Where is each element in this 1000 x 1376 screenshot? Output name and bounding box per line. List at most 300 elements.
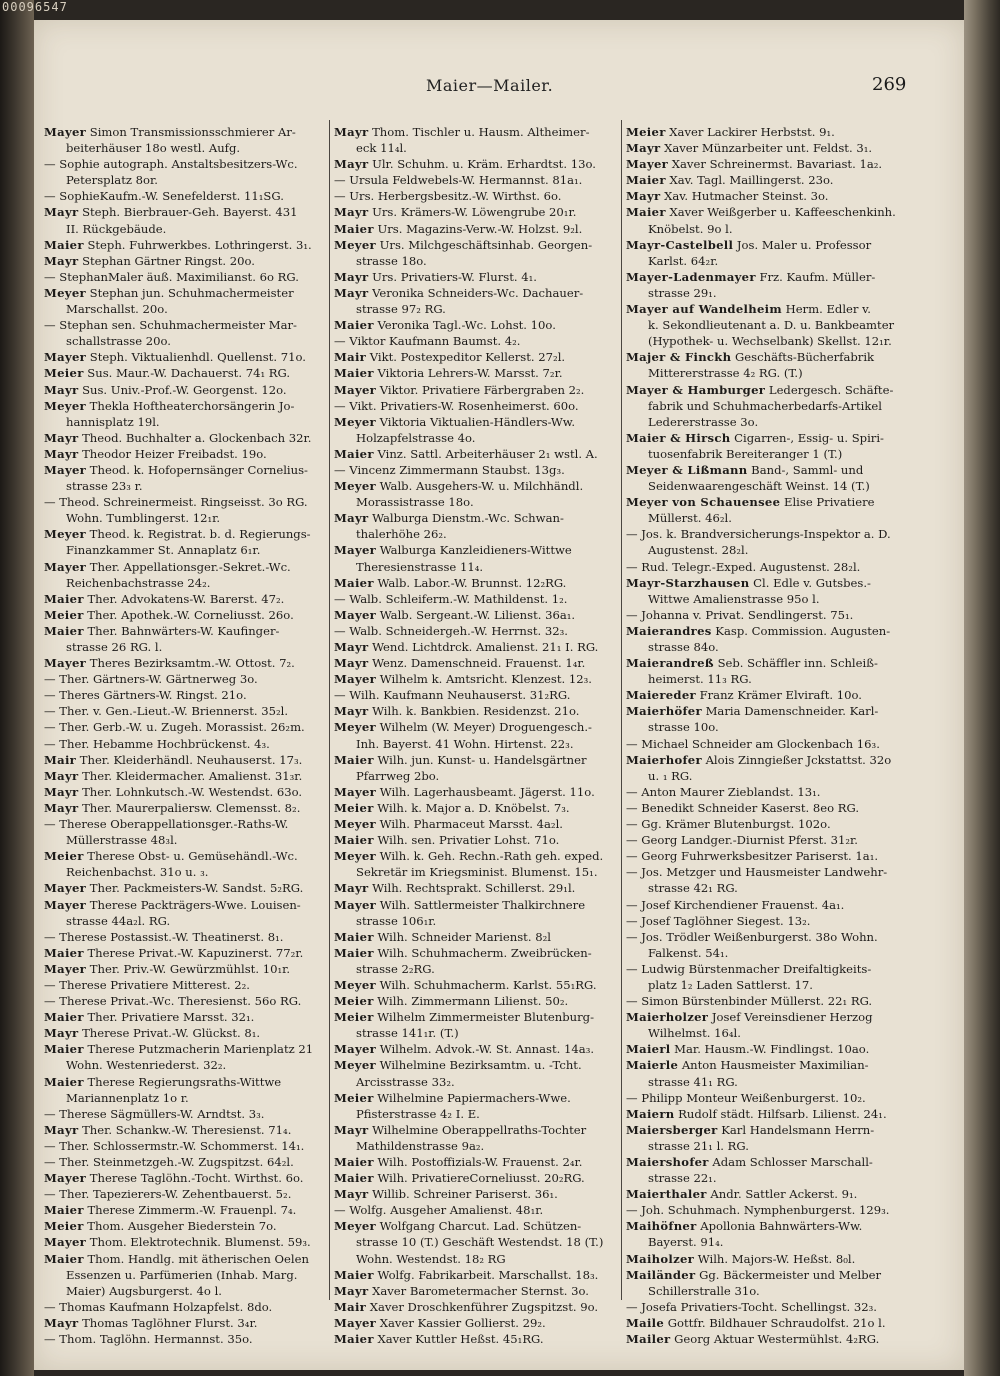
surname: Mayr xyxy=(44,768,79,783)
directory-entry xyxy=(334,204,610,220)
entry-text: Wohn. Tumblingerst. 12₁r. xyxy=(66,511,221,526)
directory-entry xyxy=(334,607,610,623)
surname: Meier xyxy=(44,849,84,864)
entry-text: Wilhelm. Advok.-W. St. Annast. 14a₃. xyxy=(379,1042,595,1057)
directory-line xyxy=(44,832,320,848)
surname: Maierholzer xyxy=(626,1010,709,1025)
entry-text: Willib. Schreiner Pariserst. 36₁. xyxy=(372,1187,558,1202)
surname: Meyer xyxy=(334,720,376,735)
entry-text: Ther. Maurerpaliersw. Clemensst. 8₂. xyxy=(82,800,301,815)
entry-text: Ther. Hebamme Hochbrückenst. 4₃. xyxy=(59,736,270,751)
surname: Mayr xyxy=(44,430,79,445)
directory-entry xyxy=(44,848,320,864)
entry-text: Sus. Maur.-W. Dachauerst. 74₁ RG. xyxy=(87,366,291,381)
column-1 xyxy=(44,124,320,1347)
directory-entry xyxy=(44,1122,320,1138)
directory-line xyxy=(44,414,320,430)
entry-text: Michael Schneider am Glockenbach 16₃. xyxy=(641,736,880,751)
directory-entry xyxy=(44,462,320,478)
directory-entry xyxy=(334,655,610,671)
entry-text: Viktor Kaufmann Baumst. 4₂. xyxy=(349,334,521,349)
surname: Maier xyxy=(44,1203,84,1218)
entry-text: Reichenbachstrasse 24₂. xyxy=(66,575,211,590)
entry-text: Ther. Bahnwärters-W. Kaufinger- xyxy=(87,623,280,638)
surname: Maier xyxy=(334,833,374,848)
directory-entry xyxy=(334,349,610,365)
surname: Meier xyxy=(626,125,666,139)
surname: Meier xyxy=(334,800,374,815)
directory-entry xyxy=(334,1299,610,1315)
entry-text: strasse 141₁r. (T.) xyxy=(356,1026,459,1041)
surname: Mayer xyxy=(334,672,377,687)
entry-text: Philipp Monteur Weißenburgerst. 10₂. xyxy=(641,1090,866,1105)
entry-text: Reichenbachst. 31o u. ₃. xyxy=(66,865,209,880)
directory-line xyxy=(44,1267,320,1283)
entry-text: Müllerstrasse 48₃l. xyxy=(66,833,178,848)
surname: Maierandreß xyxy=(626,656,714,671)
directory-line xyxy=(626,880,902,896)
entry-text: Rud. Telegr.-Exped. Augustenst. 28₂l. xyxy=(641,559,861,574)
entry-text: Therese Privat.-Wc. Theresienst. 56o RG. xyxy=(59,994,302,1009)
entry-text: Cl. Edle v. Gutsbes.- xyxy=(753,575,871,590)
directory-line xyxy=(626,317,902,333)
entry-text: Georg Fuhrwerksbesitzer Pariserst. 1a₁. xyxy=(641,849,879,864)
entry-text: Wilh. Zimmermann Lilienst. 50₂. xyxy=(377,994,569,1009)
directory-line xyxy=(626,864,902,880)
surname: Mayr xyxy=(626,141,661,156)
entry-text: hannisplatz 19l. xyxy=(66,414,160,429)
entry-text: Gg. Bäckermeister und Melber xyxy=(699,1267,882,1282)
directory-line xyxy=(626,639,902,655)
directory-entry xyxy=(626,494,902,510)
directory-line xyxy=(334,140,610,156)
directory-entry xyxy=(44,1009,320,1025)
entry-text: Maria Damenschneider. Karl- xyxy=(705,704,879,719)
directory-entry xyxy=(626,1331,902,1347)
entry-text: Wilhelm (W. Meyer) Droguengesch.- xyxy=(379,720,592,735)
entry-text: Ther. Schlossermstr.-W. Schommerst. 14₁. xyxy=(59,1138,305,1153)
surname: Mayr xyxy=(334,285,369,300)
surname: Maier xyxy=(44,945,84,960)
directory-entry xyxy=(44,880,320,896)
entry-text: Wohn. Westenriederst. 32₂. xyxy=(66,1058,227,1073)
directory-line xyxy=(626,1299,902,1315)
surname: Maierle xyxy=(626,1058,679,1073)
entry-text: Mathildenstrasse 9a₂. xyxy=(356,1138,485,1153)
directory-entry xyxy=(626,237,902,253)
entry-text: Xav. Hutmacher Steinst. 3o. xyxy=(664,189,829,204)
entry-text: Rudolf städt. Hilfsarb. Lilienst. 24₁. xyxy=(678,1106,887,1121)
surname: Meyer xyxy=(334,479,376,494)
entry-text: Josefa Privatiers-Tocht. Schellingst. 32₃. xyxy=(641,1299,877,1314)
directory-line xyxy=(44,1283,320,1299)
entry-text: Thom. Ausgeher Biederstein 7o. xyxy=(87,1219,277,1234)
directory-line xyxy=(334,253,610,269)
directory-line xyxy=(44,510,320,526)
entry-text: Elise Privatiere xyxy=(783,495,875,510)
surname: Mayr xyxy=(44,253,79,268)
entry-text: Steph. Bierbrauer-Geh. Bayerst. 431 xyxy=(82,205,298,220)
entry-text: Xav. Tagl. Maillingerst. 23o. xyxy=(669,173,834,188)
entry-text: Wolfg. Fabrikarbeit. Marschallst. 18₃. xyxy=(377,1267,599,1282)
entry-text: Xaver Kassier Gollierst. 29₂. xyxy=(379,1315,546,1330)
surname: Maier xyxy=(44,237,84,252)
surname: Mair xyxy=(334,1299,367,1314)
directory-entry xyxy=(334,124,610,140)
directory-line xyxy=(626,414,902,430)
surname: Maiershofer xyxy=(626,1155,709,1169)
directory-line xyxy=(626,671,902,687)
surname: Maier xyxy=(44,1074,84,1089)
column-3 xyxy=(626,124,902,1347)
entry-text: II. Rückgebäude. xyxy=(66,221,167,236)
directory-line xyxy=(626,913,902,929)
column-2 xyxy=(334,124,610,1347)
directory-line xyxy=(334,913,610,929)
surname: Mayer-Ladenmayer xyxy=(626,269,756,284)
entry-text: Theod. Schreinermeist. Ringseisst. 3o RG. xyxy=(59,495,308,510)
directory-page xyxy=(34,20,964,1370)
directory-line xyxy=(44,913,320,929)
directory-line xyxy=(626,398,902,414)
directory-entry xyxy=(334,1041,610,1057)
surname: Mayr xyxy=(626,189,661,204)
entry-text: Apollonia Bahnwärters-Ww. xyxy=(700,1219,863,1234)
entry-text: heimerst. 11₃ RG. xyxy=(648,672,752,687)
directory-line xyxy=(334,301,610,317)
directory-line xyxy=(44,1106,320,1122)
surname: Meier xyxy=(334,1090,374,1105)
directory-entry xyxy=(626,623,902,639)
entry-text: Ther. Lohnkutsch.-W. Westendst. 63o. xyxy=(82,784,303,799)
entry-text: Wilh. Schneider Marienst. 8₂l xyxy=(377,929,551,944)
directory-entry xyxy=(626,462,902,478)
entry-text: Gg. Krämer Blutenburgst. 102o. xyxy=(641,817,831,832)
entry-text: Petersplatz 8or. xyxy=(66,173,158,188)
directory-entry xyxy=(334,1283,610,1299)
surname: Mayer xyxy=(334,784,377,799)
directory-entry xyxy=(626,1186,902,1202)
directory-entry xyxy=(626,124,902,140)
entry-text: Therese Taglöhn.-Tocht. Wirthst. 6o. xyxy=(89,1171,304,1186)
entry-text: Viktoria Lehrers-W. Marsst. 7₂r. xyxy=(377,366,563,381)
directory-entry xyxy=(44,784,320,800)
directory-entry xyxy=(44,591,320,607)
directory-entry xyxy=(44,768,320,784)
entry-text: Therese Privatiere Mitterest. 2₂. xyxy=(59,977,250,992)
entry-text: Frz. Kaufm. Müller- xyxy=(759,269,876,284)
entry-text: strasse 23₃ r. xyxy=(66,479,143,494)
directory-entry xyxy=(334,1218,610,1234)
directory-line xyxy=(626,1170,902,1186)
directory-entry xyxy=(626,382,902,398)
directory-line xyxy=(334,430,610,446)
directory-line xyxy=(334,591,610,607)
directory-line xyxy=(334,623,610,639)
surname: Mayr xyxy=(44,800,79,815)
directory-line xyxy=(626,1074,902,1090)
surname: Mayr xyxy=(334,125,369,139)
directory-line xyxy=(44,140,320,156)
directory-line xyxy=(44,1331,320,1347)
entry-text: Walb. Labor.-W. Brunnst. 12₂RG. xyxy=(377,575,567,590)
directory-entry xyxy=(334,1267,610,1283)
directory-line xyxy=(334,864,610,880)
directory-line xyxy=(334,768,610,784)
entry-text: Urs. Magazins-Verw.-W. Holzst. 9₂l. xyxy=(377,221,583,236)
directory-entry xyxy=(626,752,902,768)
entry-text: Falkenst. 54₁. xyxy=(648,945,729,960)
entry-text: Ther. Priv.-W. Gewürzmühlst. 10₁r. xyxy=(89,961,291,976)
entry-text: Mittererstrasse 4₂ RG. (T.) xyxy=(648,366,803,381)
entry-text: platz 1₂ Laden Sattlerst. 17. xyxy=(648,977,813,992)
entry-text: Ledergesch. Schäfte- xyxy=(768,382,894,397)
surname: Mayer xyxy=(334,897,377,912)
surname: Maier xyxy=(44,1042,84,1057)
surname: Mayer & Hamburger xyxy=(626,382,766,397)
entry-text: Pfarrweg 2bo. xyxy=(356,768,440,783)
entry-text: Wilh. Schuhmacherm. Zweibrücken- xyxy=(377,945,592,960)
surname: Mayer xyxy=(44,1235,87,1250)
entry-text: Jos. Maler u. Professor xyxy=(736,237,872,252)
entry-text: thalerhöhe 26₂. xyxy=(356,527,447,542)
surname: Maierl xyxy=(626,1042,671,1057)
entry-text: Wilh. k. Major a. D. Knöbelst. 7₃. xyxy=(377,800,570,815)
surname: Maier xyxy=(44,591,84,606)
entry-text: Wolfg. Ausgeher Amalienst. 48₁r. xyxy=(349,1203,544,1218)
surname: Meier xyxy=(44,366,84,381)
entry-text: Ther. Kleiderhändl. Neuhauserst. 17₃. xyxy=(79,752,303,767)
entry-text: Walburga Dienstm.-Wc. Schwan- xyxy=(372,511,564,526)
directory-line xyxy=(626,1234,902,1250)
entry-text: tuosenfabrik Bereiteranger 1 (T.) xyxy=(648,446,843,461)
entry-text: Wilhelmine Oberappellraths-Tochter xyxy=(372,1122,587,1137)
surname: Meier xyxy=(334,994,374,1009)
directory-line xyxy=(44,1138,320,1154)
surname: Mayr xyxy=(44,1026,79,1041)
reference-code: 00096547 xyxy=(2,0,68,14)
surname: Meyer xyxy=(334,977,376,992)
entry-text: Walburga Kanzleidieners-Wittwe xyxy=(379,543,572,558)
directory-line xyxy=(626,1283,902,1299)
directory-line xyxy=(626,559,902,575)
directory-entry xyxy=(44,349,320,365)
directory-entry xyxy=(334,575,610,591)
directory-entry xyxy=(334,897,610,913)
entry-text: Wilh. k. Geh. Rechn.-Rath geh. exped. xyxy=(379,849,604,864)
directory-entry xyxy=(44,124,320,140)
entry-text: Simon Transmissionsschmierer Ar- xyxy=(89,125,296,139)
directory-entry xyxy=(334,703,610,719)
entry-text: Theres Bezirksamtm.-W. Ottost. 7₂. xyxy=(89,656,295,671)
entry-text: Maier) Augsburgerst. 4o l. xyxy=(66,1283,222,1298)
directory-line xyxy=(334,1202,610,1218)
entry-text: strasse 10o. xyxy=(648,720,719,735)
directory-line xyxy=(44,671,320,687)
entry-text: Mar. Hausm.-W. Findlingst. 10ao. xyxy=(674,1042,870,1057)
entry-text: Kasp. Commission. Augusten- xyxy=(715,623,891,638)
directory-line xyxy=(334,736,610,752)
entry-text: Steph. Fuhrwerkbes. Lothringerst. 3₁. xyxy=(87,237,312,252)
directory-entry xyxy=(626,349,902,365)
entry-text: Theresienstrasse 11₄. xyxy=(356,559,484,574)
surname: Mayr xyxy=(44,1315,79,1330)
entry-text: Thom. Handlg. mit ätherischen Oelen xyxy=(87,1251,309,1266)
directory-entry xyxy=(44,1234,320,1250)
directory-line xyxy=(626,591,902,607)
entry-text: Wilh. Majors-W. Heßst. 8₀l. xyxy=(697,1251,856,1266)
running-head: Maier—Mailer. xyxy=(426,76,554,95)
directory-entry xyxy=(334,269,610,285)
entry-text: Wilh. Rechtsprakt. Schillerst. 29₁l. xyxy=(372,881,576,896)
directory-line xyxy=(626,977,902,993)
surname: Mayr-Starzhausen xyxy=(626,575,750,590)
directory-entry xyxy=(44,1315,320,1331)
directory-entry xyxy=(626,1041,902,1057)
entry-text: u. ₁ RG. xyxy=(648,768,693,783)
directory-entry xyxy=(44,623,320,639)
entry-text: Anton Hausmeister Maximilian- xyxy=(681,1058,869,1073)
directory-line xyxy=(44,333,320,349)
directory-entry xyxy=(626,1106,902,1122)
entry-text: Jos. Metzger und Hausmeister Landwehr- xyxy=(641,865,888,880)
entry-text: Urs. Krämers-W. Löwengrube 20₁r. xyxy=(372,205,577,220)
entry-text: Xaver Weißgerber u. Kaffeeschenkinh. xyxy=(669,205,896,220)
directory-line xyxy=(626,993,902,1009)
entry-text: Ledererstrasse 3o. xyxy=(648,414,759,429)
directory-entry xyxy=(626,1315,902,1331)
entry-text: Vikt. Postexpeditor Kellerst. 27₂l. xyxy=(369,350,566,365)
directory-entry xyxy=(44,204,320,220)
directory-entry xyxy=(334,382,610,398)
directory-line xyxy=(626,333,902,349)
directory-line xyxy=(44,1299,320,1315)
surname: Mayr-Castelbell xyxy=(626,237,734,252)
entry-text: fabrik und Schuhmacherbedarfs-Artikel xyxy=(648,398,882,413)
surname: Meyer xyxy=(334,414,376,429)
entry-text: Holzapfelstrasse 4o. xyxy=(356,430,476,445)
surname: Maier xyxy=(334,1155,374,1169)
entry-text: Walb. Schneidergeh.-W. Herrnst. 32₃. xyxy=(349,623,568,638)
surname: Mayer xyxy=(44,897,87,912)
directory-line xyxy=(626,446,902,462)
surname: Maiersberger xyxy=(626,1122,718,1137)
entry-text: Marschallst. 20o. xyxy=(66,302,168,317)
entry-text: Wilh. Postoffizials-W. Frauenst. 2₄r. xyxy=(377,1155,583,1169)
entry-text: Wilh. Kaufmann Neuhauserst. 31₂RG. xyxy=(349,688,571,703)
directory-entry xyxy=(334,1154,610,1170)
directory-line xyxy=(334,559,610,575)
surname: Maierhofer xyxy=(626,752,702,767)
surname: Mayr xyxy=(334,511,369,526)
directory-entry xyxy=(626,655,902,671)
directory-entry xyxy=(334,1170,610,1186)
entry-text: Wilh. Pharmaceut Marsst. 4a₂l. xyxy=(379,817,563,832)
entry-text: Georg Landger.-Diurnist Pferst. 31₂r. xyxy=(641,833,858,848)
surname: Mayer xyxy=(44,881,87,896)
entry-text: strasse 44a₂l. RG. xyxy=(66,913,171,928)
entry-text: Ther. Gerb.-W. u. Zugeh. Morassist. 26₂m. xyxy=(59,720,305,735)
directory-entry xyxy=(44,526,320,542)
directory-line xyxy=(626,285,902,301)
directory-entry xyxy=(334,237,610,253)
entry-text: Seidenwaarengeschäft Weinst. 14 (T.) xyxy=(648,479,870,494)
entry-text: Josef Kirchendiener Frauenst. 4a₁. xyxy=(641,897,845,912)
entry-text: Schillerstralle 31o. xyxy=(648,1283,760,1298)
entry-text: Ther. Schankw.-W. Theresienst. 71₄. xyxy=(82,1122,292,1137)
surname: Mayer xyxy=(44,1171,87,1186)
directory-entry xyxy=(334,1090,610,1106)
entry-text: Wilhelmst. 16₄l. xyxy=(648,1026,741,1041)
entry-text: Alois Zinngießer Jckstattst. 32o xyxy=(705,752,892,767)
directory-line xyxy=(626,848,902,864)
surname: Meyer xyxy=(334,849,376,864)
directory-entry xyxy=(334,1057,610,1073)
surname: Mailer xyxy=(626,1332,671,1347)
surname: Mailänder xyxy=(626,1267,696,1282)
entry-text: Anton Maurer Zieblandst. 13₁. xyxy=(641,784,821,799)
entry-text: Xaver Barometermacher Sternst. 3o. xyxy=(372,1283,589,1298)
entry-text: Therese Privat.-W. Glückst. 8₁. xyxy=(82,1026,261,1041)
surname: Maierhöfer xyxy=(626,704,702,719)
directory-line xyxy=(626,607,902,623)
directory-entry xyxy=(334,671,610,687)
directory-entry xyxy=(334,993,610,1009)
surname: Mayr xyxy=(334,205,369,220)
entry-text: strasse 97₂ RG. xyxy=(356,302,446,317)
directory-entry xyxy=(44,800,320,816)
surname: Mayer xyxy=(626,157,669,172)
entry-text: Finanzkammer St. Annaplatz 6₁r. xyxy=(66,543,261,558)
surname: Meyer xyxy=(44,527,86,542)
entry-text: Knöbelst. 9o l. xyxy=(648,221,733,236)
surname: Maier xyxy=(334,221,374,236)
entry-text: Thekla Hoftheaterchorsängerin Jo- xyxy=(89,398,295,413)
entry-text: Stephan sen. Schuhmachermeister Mar- xyxy=(59,318,297,333)
directory-line xyxy=(334,1106,610,1122)
surname: Maier xyxy=(44,1251,84,1266)
directory-line xyxy=(44,301,320,317)
entry-text: strasse 41₁ RG. xyxy=(648,1074,738,1089)
directory-entry xyxy=(334,880,610,896)
surname: Meyer xyxy=(334,237,376,252)
entry-text: Walb. Ausgehers-W. u. Milchhändl. xyxy=(379,479,584,494)
entry-text: Wilh. Sattlermeister Thalkirchnere xyxy=(379,897,586,912)
entry-text: Adam Schlosser Marschall- xyxy=(712,1155,873,1169)
directory-line xyxy=(334,1138,610,1154)
directory-line xyxy=(626,736,902,752)
entry-text: Urs. Milchgeschäftsinhab. Georgen- xyxy=(379,237,593,252)
directory-entry xyxy=(626,301,902,317)
entry-text: Andr. Sattler Ackerst. 9₁. xyxy=(710,1187,858,1202)
entry-text: Xaver Droschkenführer Zugspitzst. 9o. xyxy=(369,1299,599,1314)
entry-text: Essenzen u. Parfümerien (Inhab. Marg. xyxy=(66,1267,298,1282)
surname: Mayr xyxy=(334,704,369,719)
entry-text: Wolfgang Charcut. Lad. Schützen- xyxy=(379,1219,582,1234)
entry-text: Ther. Appellationsger.-Sekret.-Wc. xyxy=(89,559,291,574)
entry-text: Wilh. jun. Kunst- u. Handelsgärtner xyxy=(377,752,587,767)
directory-entry xyxy=(44,430,320,446)
surname: Majer & Finckh xyxy=(626,350,732,365)
entry-text: Ursula Feldwebels-W. Hermannst. 81a₁. xyxy=(349,173,583,188)
directory-line xyxy=(44,156,320,172)
surname: Mayr xyxy=(334,656,369,671)
directory-line xyxy=(626,961,902,977)
surname: Mayr xyxy=(44,1122,79,1137)
directory-entry xyxy=(626,1218,902,1234)
entry-text: Ther. Gärtners-W. Gärtnerweg 3o. xyxy=(59,672,258,687)
directory-entry xyxy=(44,285,320,301)
